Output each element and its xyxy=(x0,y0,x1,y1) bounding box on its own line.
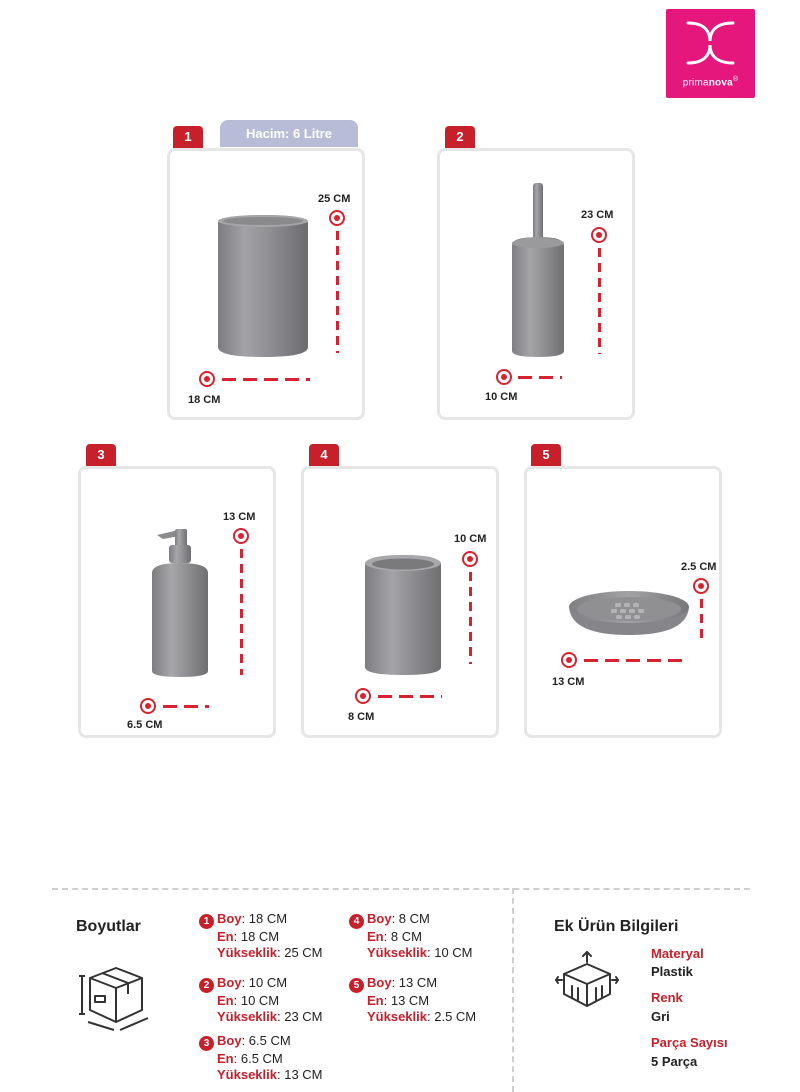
measure-marker-icon xyxy=(199,371,215,387)
product-number-badge-2: 2 xyxy=(445,126,475,148)
dimension-spec-5: 5 Boy: 13 CM En: 13 CM Yükseklik: 2.5 CM xyxy=(349,975,476,1025)
width-label-2: 10 CM xyxy=(485,391,518,403)
dimension-spec-3: 3 Boy: 6.5 CM En: 6.5 CM Yükseklik: 13 CM xyxy=(199,1033,323,1083)
height-dashes-5 xyxy=(700,599,703,641)
product-number-badge-3: 3 xyxy=(86,444,116,466)
width-label-4: 8 CM xyxy=(348,711,375,723)
height-label-3: 13 CM xyxy=(223,511,256,523)
measure-marker-icon xyxy=(693,578,709,594)
measure-marker-icon xyxy=(233,528,249,544)
height-dashes-3 xyxy=(240,549,243,675)
section-divider xyxy=(52,888,750,890)
product-number-badge-4: 4 xyxy=(309,444,339,466)
product-card-5 xyxy=(524,466,722,738)
trash-bin-image xyxy=(216,211,310,359)
measure-marker-icon xyxy=(462,551,478,567)
durable-material-icon xyxy=(554,950,620,1012)
dimension-spec-4: 4 Boy: 8 CM En: 8 CM Yükseklik: 10 CM xyxy=(349,911,473,961)
toothbrush-holder-image xyxy=(362,551,444,679)
measure-marker-icon xyxy=(561,652,577,668)
product-card-3 xyxy=(78,466,276,738)
materyal-label: Materyal xyxy=(651,946,704,961)
logo-mark-icon xyxy=(684,19,737,67)
measure-marker-icon xyxy=(329,210,345,226)
renk-value: Gri xyxy=(651,1009,670,1024)
parca-sayisi-label: Parça Sayısı xyxy=(651,1035,728,1050)
spec-number-3: 3 xyxy=(199,1036,214,1051)
height-dashes-4 xyxy=(469,572,472,664)
spec-number-5: 5 xyxy=(349,978,364,993)
dimensions-title: Boyutlar xyxy=(76,918,141,935)
brand-name: primanova® xyxy=(682,75,739,88)
measure-marker-icon xyxy=(355,688,371,704)
spec-number-2: 2 xyxy=(199,978,214,993)
brand-logo xyxy=(666,9,755,98)
width-label-1: 18 CM xyxy=(188,394,221,406)
toilet-brush-image xyxy=(508,183,568,361)
width-dashes-2 xyxy=(518,376,562,379)
width-dashes-3 xyxy=(163,705,209,708)
dimension-spec-2: 2 Boy: 10 CM En: 10 CM Yükseklik: 23 CM xyxy=(199,975,323,1025)
measure-marker-icon xyxy=(496,369,512,385)
height-label-4: 10 CM xyxy=(454,533,487,545)
height-dashes-1 xyxy=(336,231,339,353)
height-label-1: 25 CM xyxy=(318,193,351,205)
height-label-2: 23 CM xyxy=(581,209,614,221)
spec-number-1: 1 xyxy=(199,914,214,929)
product-card-4 xyxy=(301,466,499,738)
height-dashes-2 xyxy=(598,248,601,354)
volume-pill: Hacim: 6 Litre xyxy=(220,120,358,147)
measure-marker-icon xyxy=(140,698,156,714)
materyal-value: Plastik xyxy=(651,964,693,979)
product-card-2 xyxy=(437,148,635,420)
width-dashes-1 xyxy=(222,378,310,381)
width-label-3: 6.5 CM xyxy=(127,719,163,731)
soap-dispenser-image xyxy=(149,525,211,681)
renk-label: Renk xyxy=(651,990,683,1005)
spec-number-4: 4 xyxy=(349,914,364,929)
product-card-1 xyxy=(167,148,365,420)
product-number-badge-1: 1 xyxy=(173,126,203,148)
dimension-spec-1: 1 Boy: 18 CM En: 18 CM Yükseklik: 25 CM xyxy=(199,911,323,961)
box-icon xyxy=(74,964,154,1032)
width-dashes-4 xyxy=(378,695,442,698)
width-dashes-5 xyxy=(584,659,684,662)
parca-sayisi-value: 5 Parça xyxy=(651,1054,698,1069)
soap-dish-image xyxy=(567,587,691,639)
product-number-badge-5: 5 xyxy=(531,444,561,466)
extra-info-title: Ek Ürün Bilgileri xyxy=(554,918,679,935)
width-label-5: 13 CM xyxy=(552,676,585,688)
height-label-5: 2.5 CM xyxy=(681,561,717,573)
column-divider xyxy=(512,888,514,1092)
measure-marker-icon xyxy=(591,227,607,243)
